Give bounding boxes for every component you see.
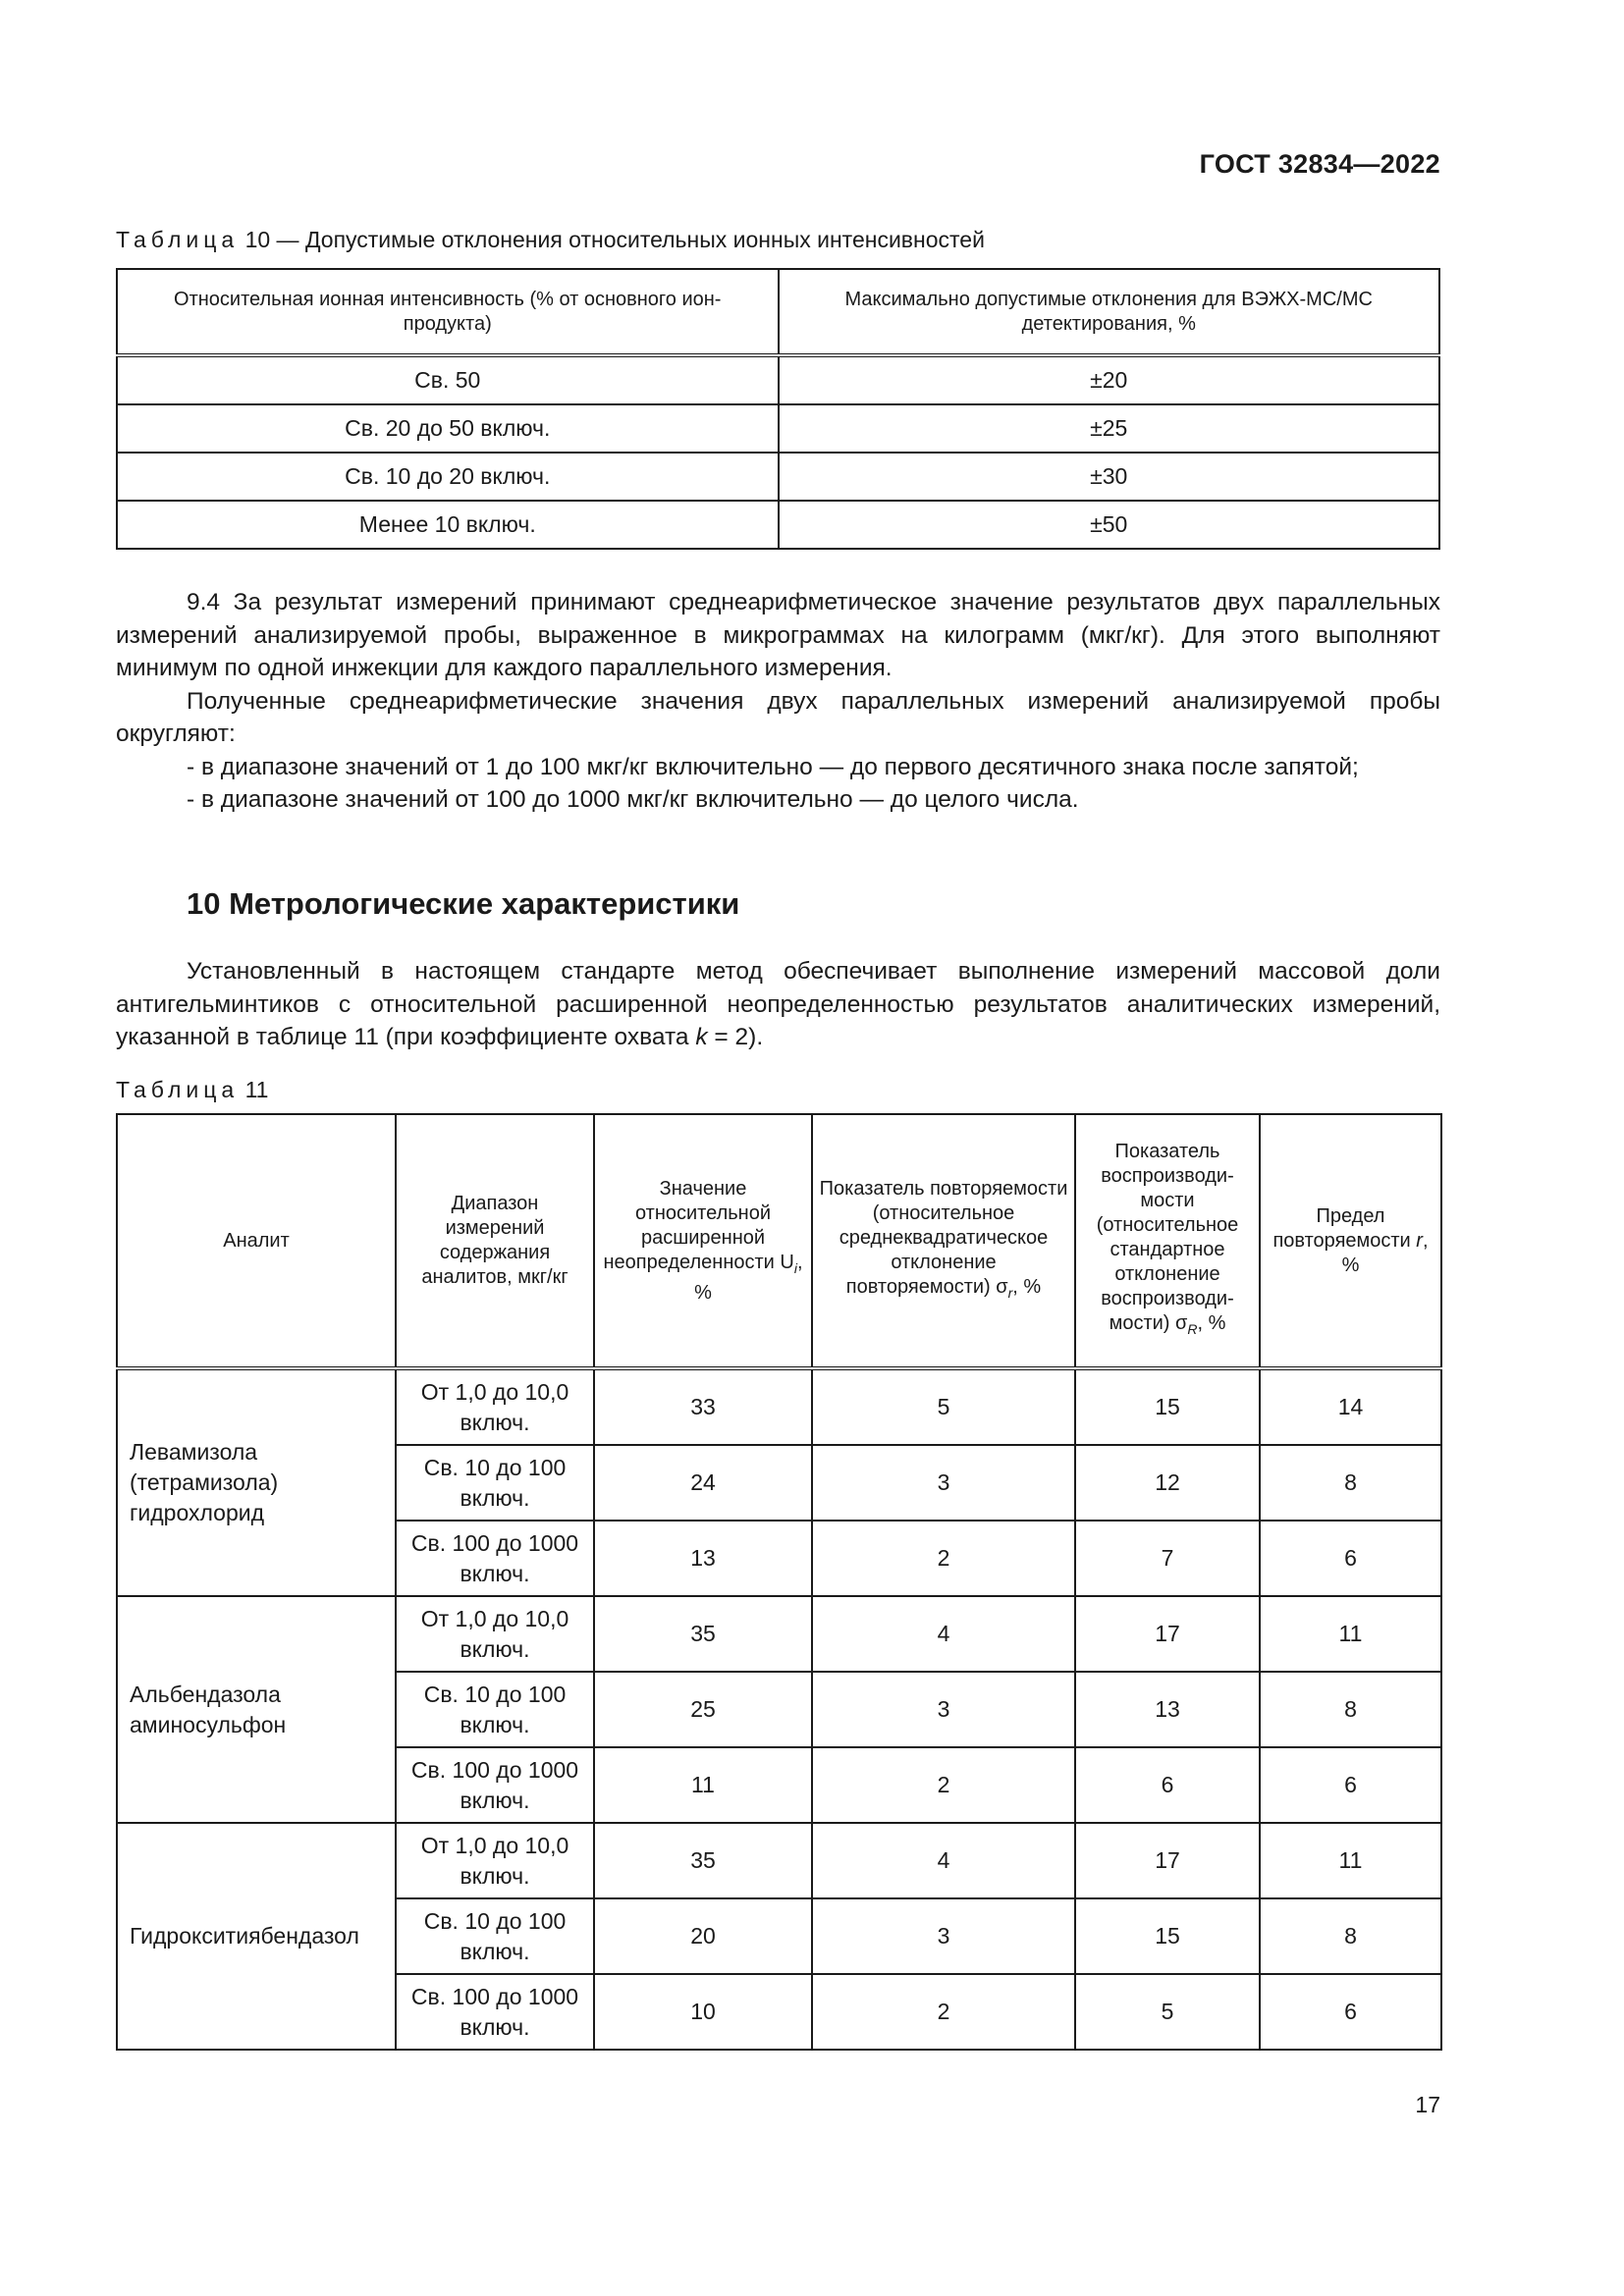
table11-r: 6: [1260, 1747, 1441, 1823]
table10-cell: Св. 10 до 20 включ.: [117, 453, 779, 501]
table11-header-limit: [1260, 1114, 1441, 1368]
table11-u: 25: [594, 1672, 812, 1747]
table11-sR: 15: [1075, 1898, 1260, 1974]
table11-sr: 5: [812, 1368, 1075, 1445]
table11-r: 8: [1260, 1672, 1441, 1747]
table10-caption-text: 10 — Допустимые отклонения относительных ионных интенсивностей: [244, 227, 985, 252]
table10-cell: Св. 50: [117, 355, 779, 404]
table10-cell: ±30: [779, 453, 1440, 501]
table11-r: 14: [1260, 1368, 1441, 1445]
table11-header-row: [117, 1114, 1441, 1368]
list-item: - в диапазоне значений от 100 до 1000 мкг/кг включительно — до целого числа.: [187, 786, 1079, 813]
table-row: [117, 1368, 1441, 1445]
table11-u: 35: [594, 1596, 812, 1672]
table11-range: Св. 10 до 100 включ.: [396, 1898, 594, 1974]
table11-u: 13: [594, 1521, 812, 1596]
header-text: , %: [1197, 1312, 1226, 1334]
table11-sR: 13: [1075, 1672, 1260, 1747]
table11-sr: 3: [812, 1672, 1075, 1747]
table11-caption-label: Таблица: [116, 1077, 240, 1102]
table11-range: Св. 100 до 1000 включ.: [396, 1974, 594, 2050]
paragraph: 9.4 За результат измерений принимают среднеарифметическое значение результатов двух параллельных измерений анализируемой пробы, выраженное в микрограммах на килограмм (мкг/кг). Для этого выполняют минимум по одной инжекции для каждого параллельного измерения.: [116, 589, 1440, 681]
table11-range: Св. 10 до 100 включ.: [396, 1672, 594, 1747]
table11-r: 8: [1260, 1898, 1441, 1974]
coefficient-k: k: [695, 1024, 708, 1050]
document-code: ГОСТ 32834—2022: [1199, 149, 1440, 179]
table10-caption: [116, 227, 985, 253]
table11-r: 6: [1260, 1521, 1441, 1596]
header-text: Показатель воспроизводи-мости (относительное стандартное отклонение воспроизводи-мости) σ: [1096, 1141, 1239, 1334]
table11-sr: 4: [812, 1823, 1075, 1898]
header-text: , %: [694, 1251, 803, 1304]
table10: [116, 268, 1440, 550]
table11-range: От 1,0 до 10,0 включ.: [396, 1823, 594, 1898]
header-text: , %: [1012, 1275, 1042, 1298]
table11-r: 8: [1260, 1445, 1441, 1521]
table11-range: От 1,0 до 10,0 включ.: [396, 1596, 594, 1672]
table-row: [117, 501, 1439, 549]
header-italic: r: [1416, 1229, 1423, 1252]
header-subscript: i: [793, 1259, 797, 1276]
table10-cell: ±20: [779, 355, 1440, 404]
table-row: [117, 453, 1439, 501]
table11-analyte: Левамизола (тетрамизола) гидрохлорид: [117, 1368, 396, 1596]
table11-analyte: Гидрокситиябендазол: [117, 1823, 396, 2050]
table11-header-reproducibility: [1075, 1114, 1260, 1368]
section-10-title: 10 Метрологические характеристики: [187, 886, 740, 921]
table10-header-deviation: Максимально допустимые отклонения для ВЭЖХ-МС/МС детектирования, %: [779, 269, 1440, 355]
header-subscript: R: [1187, 1321, 1198, 1337]
table10-header-intensity: Относительная ионная интенсивность (% от основного ион-продукта): [117, 269, 779, 355]
table-row: [117, 1823, 1441, 1898]
table11-header-uncertainty: [594, 1114, 812, 1368]
table10-cell: ±25: [779, 404, 1440, 453]
table10-cell: Св. 20 до 50 включ.: [117, 404, 779, 453]
table11-r: 11: [1260, 1823, 1441, 1898]
table11-caption: [116, 1077, 268, 1103]
table11-sR: 17: [1075, 1823, 1260, 1898]
table-row: [117, 355, 1439, 404]
table11-r: 6: [1260, 1974, 1441, 2050]
table11-sR: 7: [1075, 1521, 1260, 1596]
table11-header-range: Диапазон измерений содержания аналитов, мкг/кг: [396, 1114, 594, 1368]
header-text: , %: [1341, 1229, 1429, 1276]
header-text: Показатель повторяемости (относительное среднеквадратическое отклонение повторяемости) σ: [819, 1177, 1068, 1298]
table11-sr: 4: [812, 1596, 1075, 1672]
table11-range: Св. 10 до 100 включ.: [396, 1445, 594, 1521]
table11-u: 11: [594, 1747, 812, 1823]
table11-range: От 1,0 до 10,0 включ.: [396, 1368, 594, 1445]
table10-caption-label: Таблица: [116, 227, 240, 252]
table11-analyte: Альбендазола аминосульфон: [117, 1596, 396, 1823]
table11-u: 33: [594, 1368, 812, 1445]
table11-sR: 17: [1075, 1596, 1260, 1672]
table11-sr: 3: [812, 1898, 1075, 1974]
page-number: 17: [1415, 2092, 1440, 2117]
table10-header-row: [117, 269, 1439, 355]
table-row: [117, 404, 1439, 453]
header-subscript: r: [1007, 1284, 1013, 1301]
list-item: - в диапазоне значений от 1 до 100 мкг/кг включительно — до первого десятичного знака после запятой;: [187, 753, 1359, 780]
table11-caption-number: 11: [244, 1077, 269, 1102]
table11-u: 20: [594, 1898, 812, 1974]
paragraph-text: = 2).: [707, 1024, 764, 1050]
table11-range: Св. 100 до 1000 включ.: [396, 1747, 594, 1823]
table11-u: 10: [594, 1974, 812, 2050]
table11-header-analyte: Аналит: [117, 1114, 396, 1368]
section-9-4: [116, 586, 1440, 817]
table11-sr: 2: [812, 1747, 1075, 1823]
table11-range: Св. 100 до 1000 включ.: [396, 1521, 594, 1596]
table11: [116, 1113, 1442, 2051]
table11-u: 35: [594, 1823, 812, 1898]
table10-cell: ±50: [779, 501, 1440, 549]
table-row: [117, 1596, 1441, 1672]
header-text: Предел повторяемости: [1272, 1204, 1417, 1252]
header-text: Значение относительной расширенной неопределенности U: [603, 1177, 794, 1273]
table11-sR: 6: [1075, 1747, 1260, 1823]
table11-sR: 5: [1075, 1974, 1260, 2050]
table11-sr: 2: [812, 1974, 1075, 2050]
section-10-text: [116, 955, 1440, 1054]
table11-sR: 12: [1075, 1445, 1260, 1521]
paragraph: Полученные среднеарифметические значения двух параллельных измерений анализируемой пробы округляют:: [116, 687, 1440, 747]
paragraph-text: Установленный в настоящем стандарте метод обеспечивает выполнение измерений массовой доли антигельминтиков с относительной расширенной неопределенностью результатов аналитических измерений, указанной в таблице 11 (при коэффициенте охвата: [116, 958, 1440, 1050]
paragraph: [116, 955, 1440, 1054]
table11-sR: 15: [1075, 1368, 1260, 1445]
table11-header-repeatability: [812, 1114, 1075, 1368]
table11-r: 11: [1260, 1596, 1441, 1672]
table11-u: 24: [594, 1445, 812, 1521]
table11-sr: 3: [812, 1445, 1075, 1521]
table11-sr: 2: [812, 1521, 1075, 1596]
table10-cell: Менее 10 включ.: [117, 501, 779, 549]
